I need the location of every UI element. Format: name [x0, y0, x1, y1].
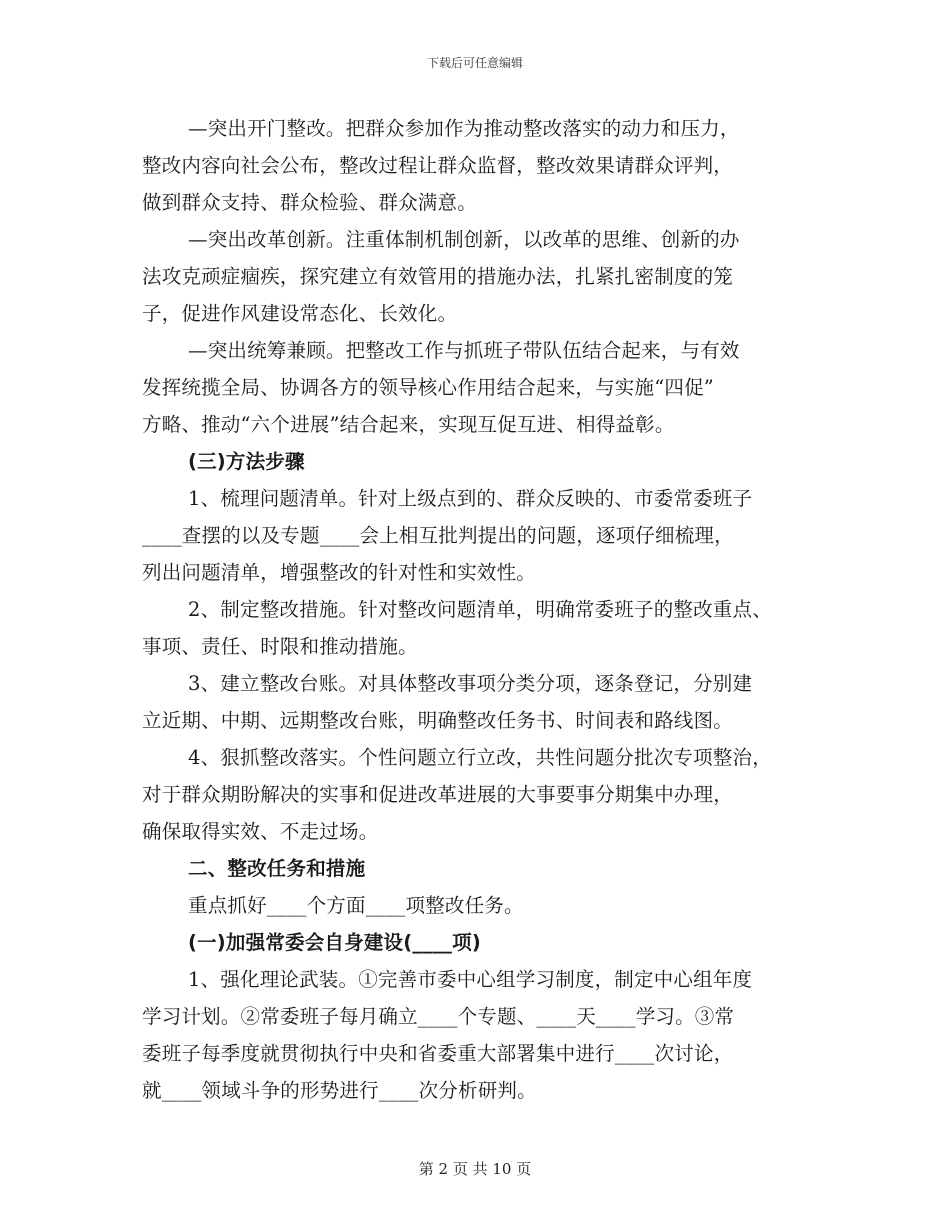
text-line: 2、制定整改措施。针对整改问题清单，明确常委班子的整改重点、 [188, 598, 772, 621]
section-heading: (一)加强常委会自身建设(____项) [188, 931, 481, 954]
text-line: 学习计划。②常委班子每月确立____个专题、____天____学习。③常 [142, 1005, 735, 1028]
text-line: 确保取得实效、不走过场。 [142, 820, 379, 843]
text-line: —突出改革创新。注重体制机制创新，以改革的思维、创新的办 [188, 228, 740, 251]
text-line: 1、强化理论武装。①完善市委中心组学习制度，制定中心组年度 [188, 968, 753, 991]
text-line: 重点抓好____个方面____项整改任务。 [188, 894, 524, 917]
section-heading: 二、整改任务和措施 [188, 857, 366, 880]
text-line: 委班子每季度就贯彻执行中央和省委重大部署集中进行____次讨论， [142, 1042, 734, 1065]
section-heading: (三)方法步骤 [188, 450, 305, 473]
text-line: 对于群众期盼解决的实事和促进改革进展的大事要事分期集中办理， [142, 783, 734, 806]
text-line: 就____领域斗争的形势进行____次分析研判。 [142, 1079, 537, 1102]
text-line: 3、建立整改台账。对具体整改事项分类分项，逐条登记，分别建 [188, 672, 753, 695]
page-footer: 第 2 页 共 10 页 [418, 1160, 532, 1178]
page-header: 下载后可任意编辑 [426, 56, 523, 70]
text-line: 做到群众支持、群众检验、群众满意。 [142, 191, 477, 214]
text-line: 整改内容向社会公布，整改过程让群众监督，整改效果请群众评判， [142, 154, 734, 177]
text-line: —突出统筹兼顾。把整改工作与抓班子带队伍结合起来，与有效 [188, 339, 740, 362]
text-line: ____查摆的以及专题____会上相互批判提出的问题，逐项仔细梳理， [142, 524, 734, 547]
text-line: 子，促进作风建设常态化、长效化。 [142, 302, 458, 325]
text-line: 立近期、中期、远期整改台账，明确整改任务书、时间表和路线图。 [142, 709, 734, 732]
text-line: 发挥统揽全局、协调各方的领导核心作用结合起来，与实施“四促” [142, 376, 714, 399]
text-line: 1、梳理问题清单。针对上级点到的、群众反映的、市委常委班子 [188, 487, 753, 510]
text-line: —突出开门整改。把群众参加作为推动整改落实的动力和压力， [188, 117, 740, 140]
document-body [142, 110, 822, 1109]
text-line: 4、狠抓整改落实。个性问题立行立改，共性问题分批次专项整治， [188, 746, 772, 769]
text-line: 事项、责任、时限和推动措施。 [142, 635, 418, 658]
text-line: 列出问题清单，增强整改的针对性和实效性。 [142, 561, 537, 584]
text-line: 方略、推动“六个进展”结合起来，实现互促互进、相得益彰。 [142, 413, 675, 436]
text-line: 法攻克顽症痼疾，探究建立有效管用的措施办法，扎紧扎密制度的笼 [142, 265, 734, 288]
